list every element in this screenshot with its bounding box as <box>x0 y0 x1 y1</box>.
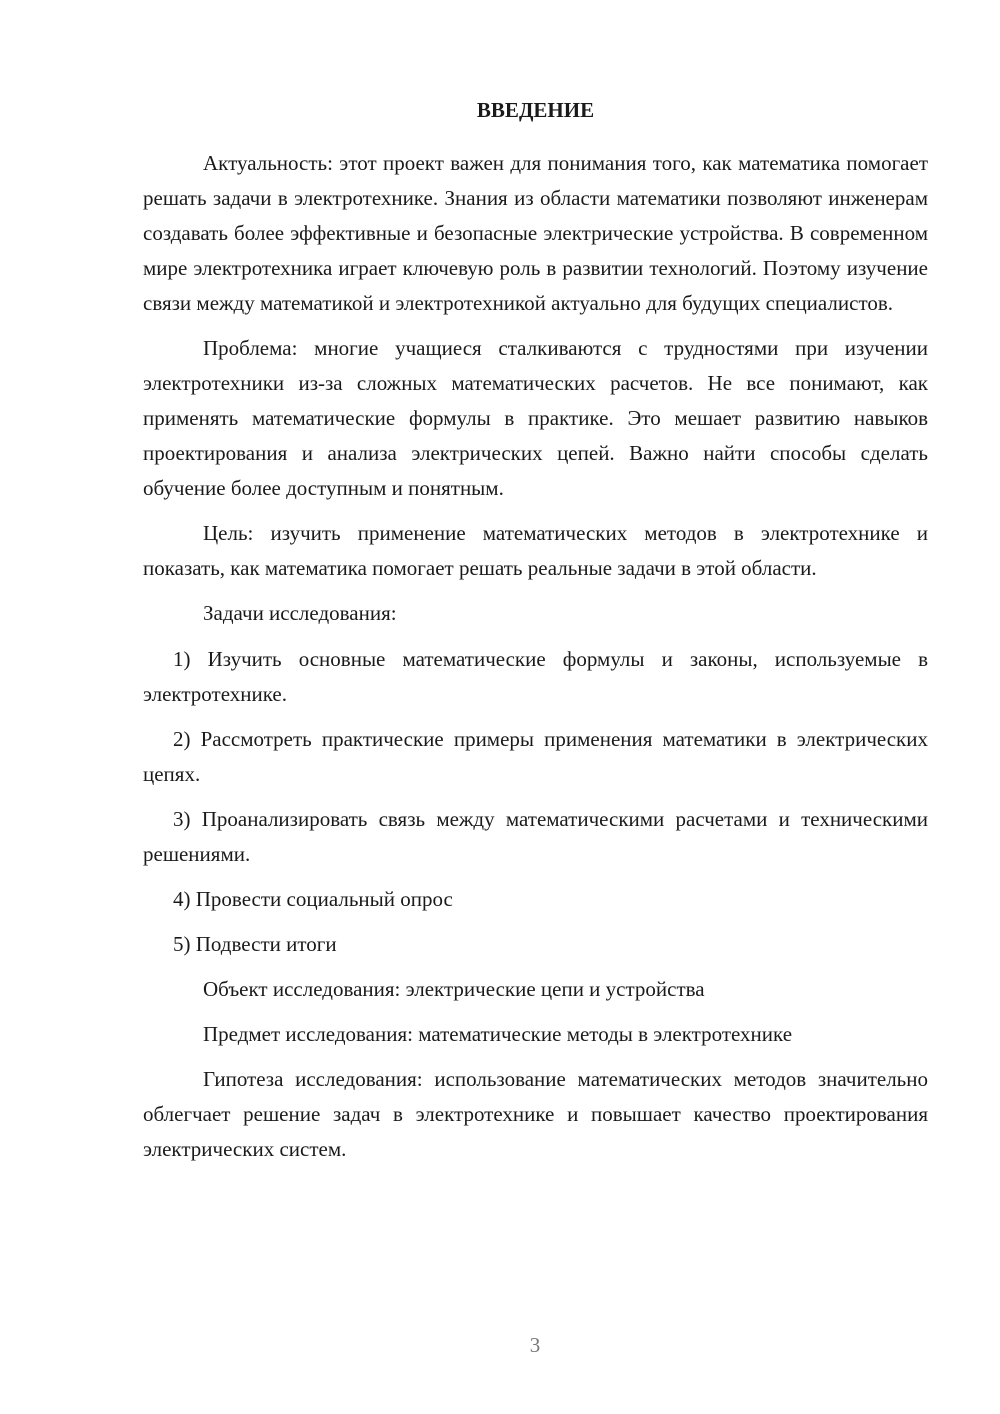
goal-paragraph: Цель: изучить применение математических методов в электротехнике и показать, как математика помогает решать реальные задачи в этой области. <box>143 521 928 580</box>
tasks-title: Задачи исследования: <box>203 601 397 625</box>
task-item: 3) Проанализировать связь между математическими расчетами и техническими решениями. <box>143 807 928 866</box>
task-item: 5) Подвести итоги <box>173 932 337 956</box>
research-subject: Предмет исследования: математические методы в электротехнике <box>203 1022 793 1046</box>
section-heading: ВВЕДЕНИЕ <box>476 98 595 122</box>
task-item: 1) Изучить основные математические формулы и законы, используемые в электротехнике. <box>143 647 928 706</box>
research-hypothesis: Гипотеза исследования: использование математических методов значительно облегчает решение задач в электротехнике и повышает качество проектирования электрических систем. <box>143 1067 928 1161</box>
relevance-paragraph: Актуальность: этот проект важен для понимания того, как математика помогает решать задачи в электротехнике. Знания из области математики позволяют инженерам создавать более эффективные и безопасные электрические устройства. В современном мире электротехника играет ключевую роль в развитии технологий. Поэтому изучение связи между математикой и электротехникой актуально для будущих специалистов. <box>143 151 928 315</box>
problem-paragraph: Проблема: многие учащиеся сталкиваются с трудностями при изучении электротехники из-за сложных математических расчетов. Не все понимают, как применять математические формулы в практике. Это мешает развитию навыков проектирования и анализа электрических цепей. Важно найти способы сделать обучение более доступным и понятным. <box>143 336 928 500</box>
page-content <box>143 94 928 1177</box>
research-object: Объект исследования: электрические цепи и устройства <box>203 977 705 1001</box>
task-item: 2) Рассмотреть практические примеры применения математики в электрических цепях. <box>143 727 928 786</box>
task-item: 4) Провести социальный опрос <box>173 887 453 911</box>
page-number: 3 <box>529 1333 541 1357</box>
